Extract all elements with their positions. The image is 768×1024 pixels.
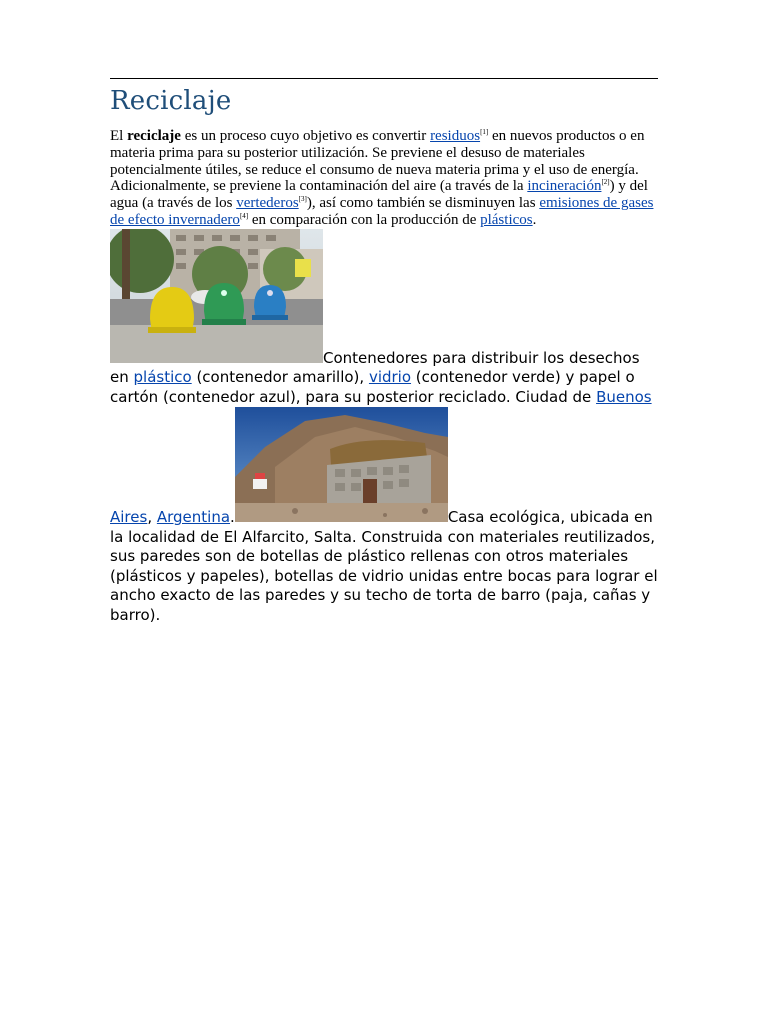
intro-link[interactable]: residuos — [430, 128, 481, 144]
recycling-bins-photo — [110, 229, 323, 363]
intro-text: . — [532, 211, 537, 228]
intro-link[interactable]: vertederos — [236, 195, 299, 212]
page-title: Reciclaje — [110, 86, 232, 116]
caption-1-text: Contenedores para distribuir los desechos en — [110, 348, 640, 387]
intro-link[interactable]: plásticos — [480, 211, 533, 228]
reference-marker[interactable]: [3] — [298, 195, 307, 204]
link-plastico[interactable]: plástico — [133, 368, 192, 387]
caption-1-text-3: (contenedor verde) y papel o cartón (contenedor azul), para su posterior reciclado. Ciudad de — [110, 368, 635, 406]
caption-2-text: Casa ecológica, ubicada en la localidad de El Alfarcito, Salta. Construida con materiales reutilizados, sus paredes son de botellas de plástico rellenas con otros materiales (plásticos y papeles), botellas de vidrio unidas entre bocas para lograr el ancho exacto de las paredes y su techo de torta de barro (paja, cañas y barro). — [110, 508, 658, 624]
intro-text: es un proceso cuyo objetivo es convertir — [180, 128, 431, 144]
article — [110, 78, 658, 625]
intro-link[interactable]: incineración — [527, 178, 602, 195]
intro-paragraph — [110, 128, 658, 229]
caption-1-period: . — [230, 508, 235, 527]
intro-link[interactable]: emisiones de gases de efecto invernadero — [110, 195, 654, 228]
link-argentina[interactable]: Argentina — [156, 508, 231, 527]
intro-text: en comparación con la producción de — [248, 211, 481, 228]
link-vidrio[interactable]: vidrio — [368, 368, 412, 387]
caption-1-text-2: (contenedor amarillo), — [191, 368, 369, 387]
reference-marker[interactable]: [4] — [239, 211, 249, 220]
reference-marker[interactable]: [1] — [480, 128, 489, 136]
intro-text: en nuevos productos o en materia prima para su posterior utilización. Se previene el desuso de materiales potencialmente útiles, se reduce el consumo de nueva materia prima y el uso de energía. Adicionalmente, se previene la contaminación del aire (a través de la — [110, 128, 645, 195]
intro-text: El — [110, 128, 128, 144]
caption-1-comma: , — [147, 508, 157, 527]
reference-marker[interactable]: [2] — [601, 178, 610, 187]
intro-text: ) y del agua (a través de los — [110, 178, 648, 212]
link-buenos-aires[interactable]: Buenos Aires — [110, 387, 652, 527]
intro-text: ), así como también se disminuyen las — [306, 195, 540, 212]
caption-block — [110, 229, 658, 626]
intro-bold-term: reciclaje — [127, 128, 181, 144]
eco-house-photo — [235, 407, 448, 522]
top-rule — [110, 78, 658, 79]
